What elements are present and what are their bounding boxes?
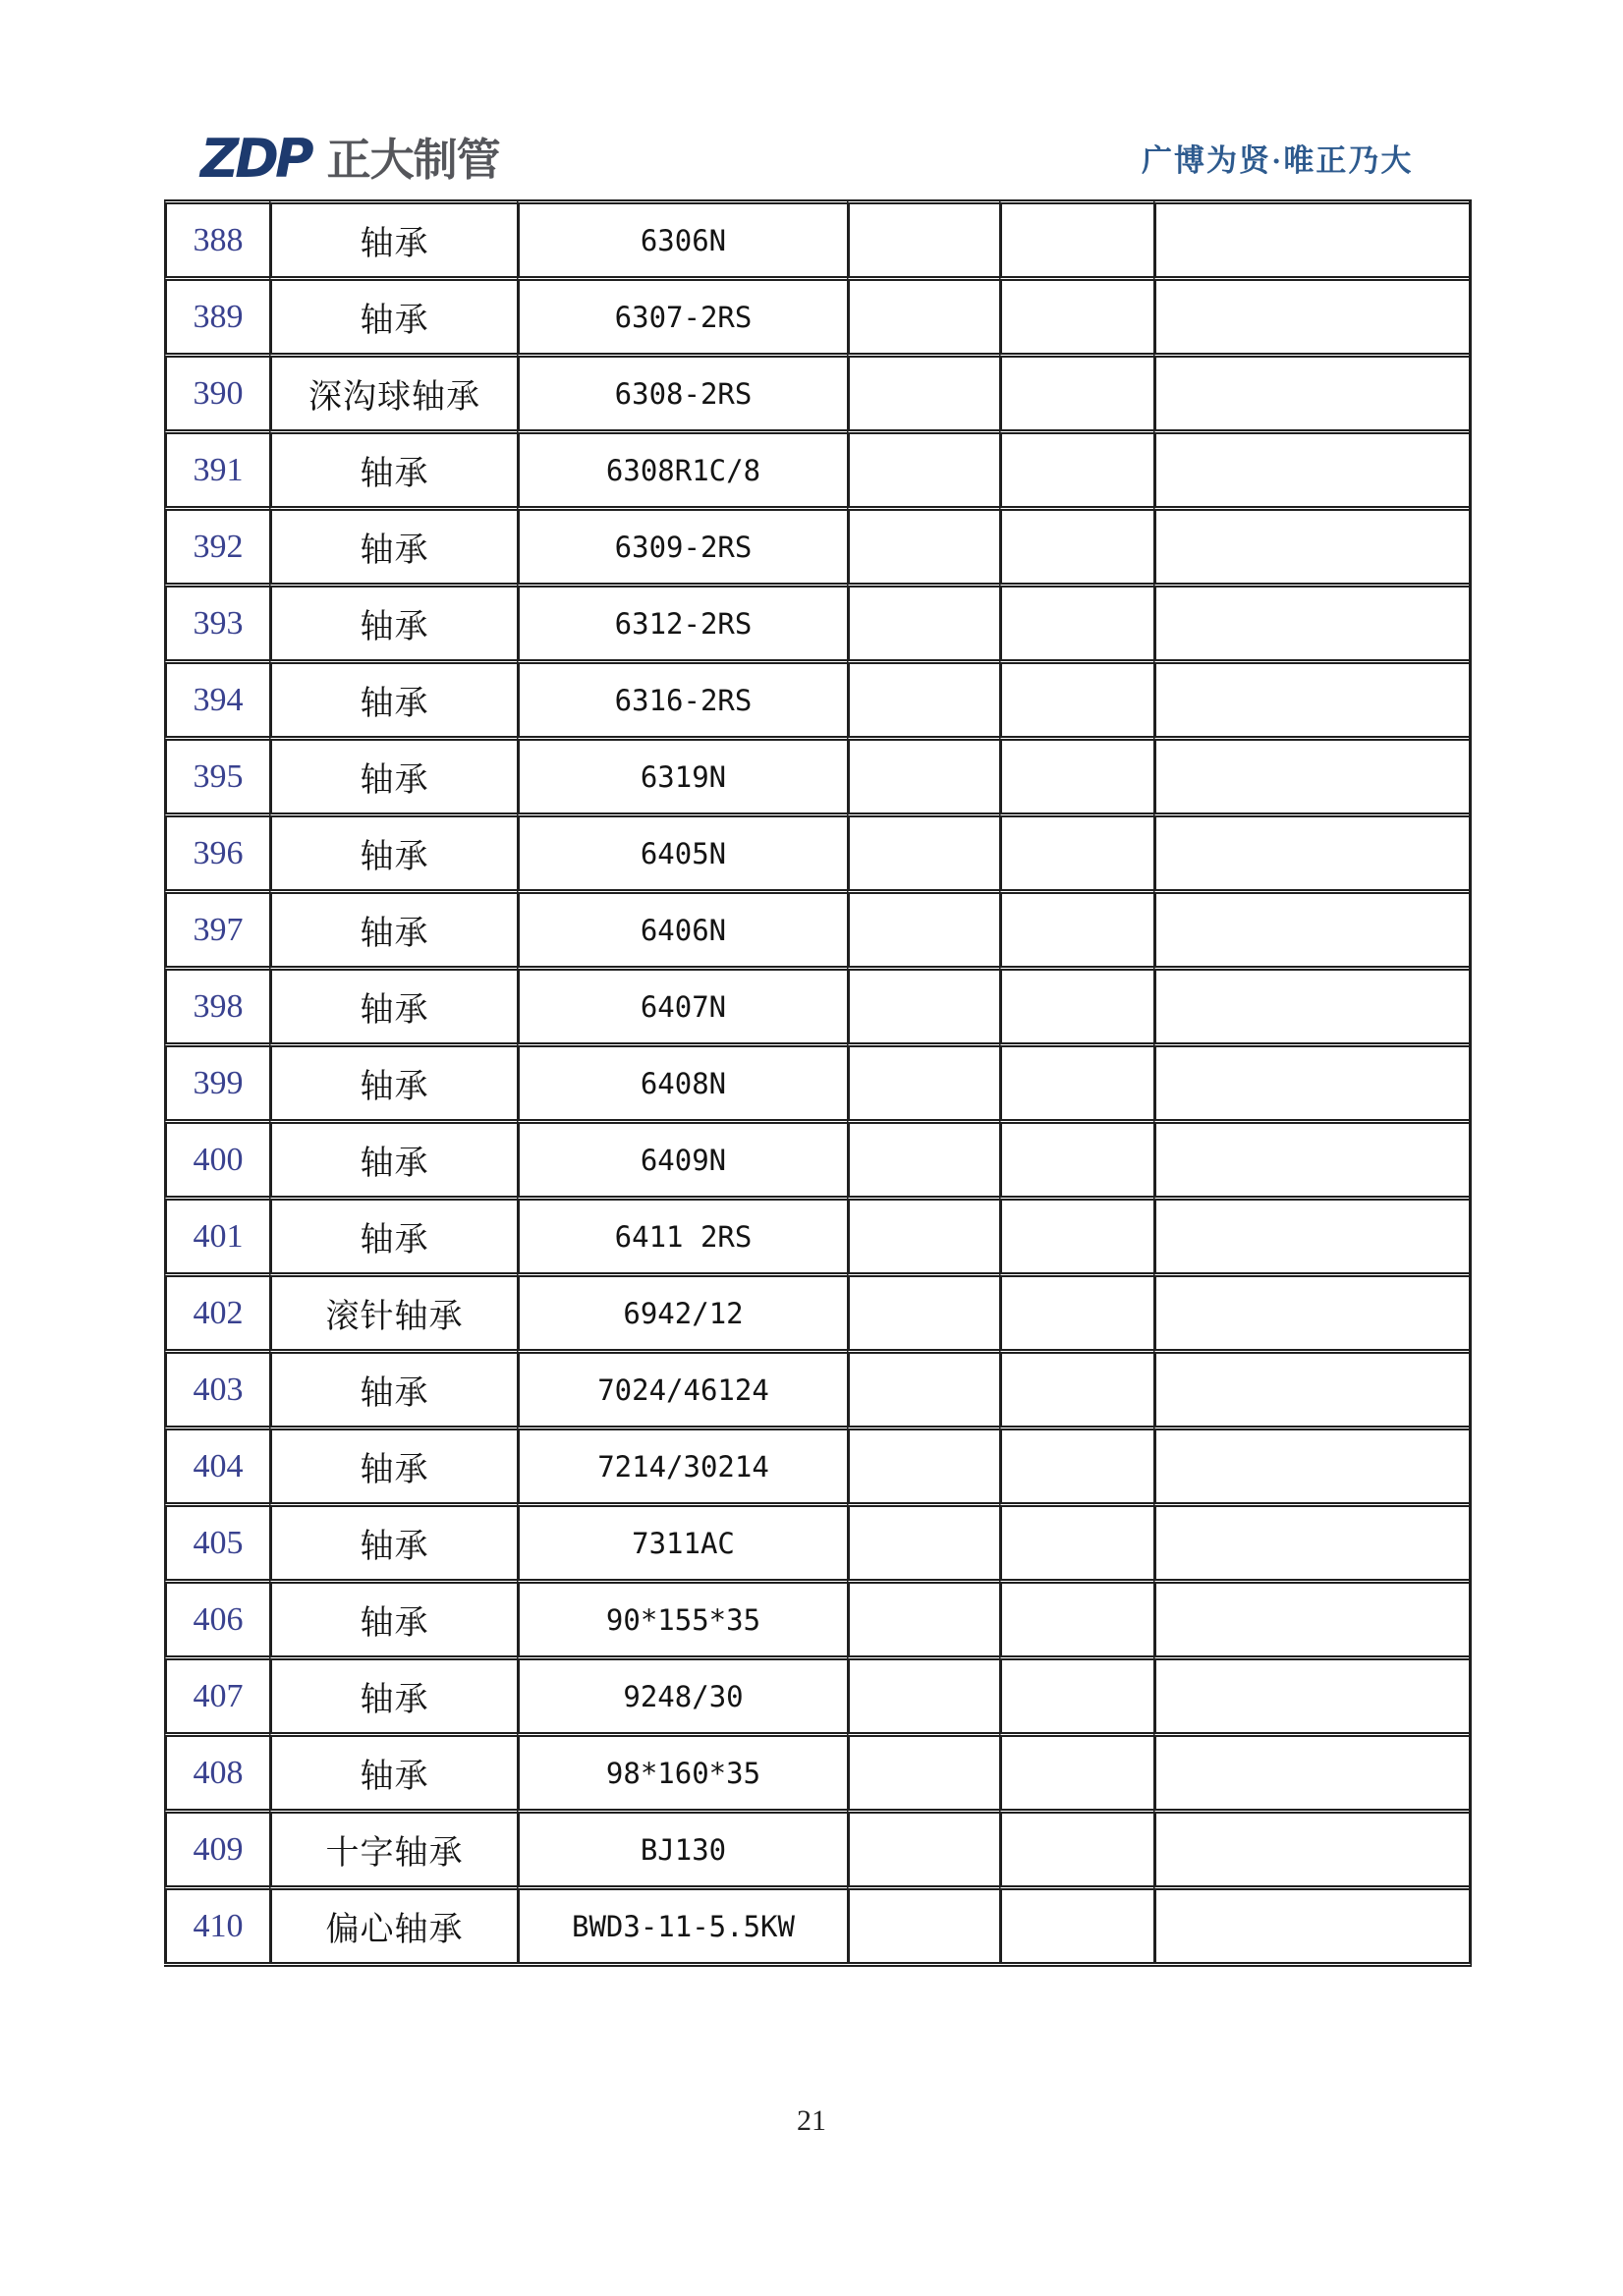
empty-cell — [1153, 199, 1469, 276]
row-number-cell: 397 — [164, 889, 269, 966]
row-number-cell: 389 — [164, 276, 269, 353]
empty-cell — [847, 276, 999, 353]
empty-cell — [1153, 1655, 1469, 1732]
table-row — [164, 1809, 1469, 1885]
row-number-cell: 399 — [164, 1042, 269, 1119]
table-row — [164, 1732, 1469, 1809]
item-name-cell: 偏心轴承 — [269, 1885, 517, 1962]
empty-cell — [999, 583, 1153, 659]
empty-cell — [999, 889, 1153, 966]
empty-cell — [847, 1272, 999, 1349]
row-number-cell: 410 — [164, 1885, 269, 1962]
empty-cell — [999, 506, 1153, 583]
item-name-cell: 轴承 — [269, 199, 517, 276]
empty-cell — [999, 1655, 1153, 1732]
empty-cell — [999, 1272, 1153, 1349]
empty-cell — [1153, 429, 1469, 506]
empty-cell — [1153, 583, 1469, 659]
item-name-cell: 轴承 — [269, 583, 517, 659]
empty-cell — [1153, 1885, 1469, 1962]
item-name-cell: 轴承 — [269, 736, 517, 812]
empty-cell — [847, 1655, 999, 1732]
row-number-cell: 400 — [164, 1119, 269, 1196]
item-name-cell: 十字轴承 — [269, 1809, 517, 1885]
item-name-cell: 轴承 — [269, 1042, 517, 1119]
spec-cell: BWD3-11-5.5KW — [517, 1885, 847, 1962]
row-number-cell: 396 — [164, 812, 269, 889]
table-row — [164, 583, 1469, 659]
empty-cell — [1153, 966, 1469, 1042]
empty-cell — [1153, 1042, 1469, 1119]
table-row — [164, 506, 1469, 583]
spec-cell: 6306N — [517, 199, 847, 276]
spec-cell: 6309-2RS — [517, 506, 847, 583]
empty-cell — [999, 1042, 1153, 1119]
empty-cell — [999, 1732, 1153, 1809]
spec-cell: 6307-2RS — [517, 276, 847, 353]
empty-cell — [847, 429, 999, 506]
empty-cell — [999, 1579, 1153, 1655]
row-number-cell: 401 — [164, 1196, 269, 1272]
table-row — [164, 353, 1469, 429]
empty-cell — [999, 353, 1153, 429]
empty-cell — [847, 583, 999, 659]
logo-company-name: 正大制管 — [326, 135, 500, 186]
row-number-cell: 393 — [164, 583, 269, 659]
spec-cell: 98*160*35 — [517, 1732, 847, 1809]
table-row — [164, 659, 1469, 736]
empty-cell — [847, 1809, 999, 1885]
spec-cell: 90*155*35 — [517, 1579, 847, 1655]
row-number-cell: 388 — [164, 199, 269, 276]
table-row — [164, 966, 1469, 1042]
empty-cell — [847, 736, 999, 812]
item-name-cell: 轴承 — [269, 889, 517, 966]
empty-cell — [999, 199, 1153, 276]
empty-cell — [999, 1502, 1153, 1579]
row-number-cell: 405 — [164, 1502, 269, 1579]
item-name-cell: 深沟球轴承 — [269, 353, 517, 429]
empty-cell — [999, 812, 1153, 889]
row-number-cell: 402 — [164, 1272, 269, 1349]
spec-cell: 6319N — [517, 736, 847, 812]
empty-cell — [999, 1349, 1153, 1426]
table-row — [164, 736, 1469, 812]
empty-cell — [999, 1885, 1153, 1962]
empty-cell — [1153, 1349, 1469, 1426]
spec-cell: 6308R1C/8 — [517, 429, 847, 506]
empty-cell — [847, 1426, 999, 1502]
spec-cell: 6316-2RS — [517, 659, 847, 736]
empty-cell — [1153, 889, 1469, 966]
empty-cell — [1153, 1119, 1469, 1196]
empty-cell — [847, 1885, 999, 1962]
empty-cell — [999, 1426, 1153, 1502]
logo-zdp-text: ZDP — [200, 128, 310, 190]
spec-cell: 6407N — [517, 966, 847, 1042]
row-number-cell: 395 — [164, 736, 269, 812]
row-number-cell: 409 — [164, 1809, 269, 1885]
empty-cell — [1153, 812, 1469, 889]
item-name-cell: 轴承 — [269, 966, 517, 1042]
empty-cell — [847, 1732, 999, 1809]
empty-cell — [1153, 506, 1469, 583]
empty-cell — [847, 1579, 999, 1655]
empty-cell — [999, 1809, 1153, 1885]
empty-cell — [999, 429, 1153, 506]
empty-cell — [1153, 276, 1469, 353]
empty-cell — [847, 812, 999, 889]
empty-cell — [847, 1196, 999, 1272]
empty-cell — [1153, 1196, 1469, 1272]
item-name-cell: 轴承 — [269, 1196, 517, 1272]
item-name-cell: 轴承 — [269, 1502, 517, 1579]
empty-cell — [847, 199, 999, 276]
row-number-cell: 391 — [164, 429, 269, 506]
empty-cell — [999, 966, 1153, 1042]
spec-cell: 7214/30214 — [517, 1426, 847, 1502]
row-number-cell: 394 — [164, 659, 269, 736]
spec-cell: 6405N — [517, 812, 847, 889]
empty-cell — [847, 966, 999, 1042]
empty-cell — [847, 1119, 999, 1196]
empty-cell — [847, 506, 999, 583]
table-row — [164, 1272, 1469, 1349]
row-number-cell: 406 — [164, 1579, 269, 1655]
spec-cell: 6308-2RS — [517, 353, 847, 429]
table-row — [164, 1502, 1469, 1579]
empty-cell — [847, 353, 999, 429]
table-row — [164, 1119, 1469, 1196]
empty-cell — [1153, 353, 1469, 429]
row-number-cell: 390 — [164, 353, 269, 429]
empty-cell — [999, 276, 1153, 353]
spec-cell: 6406N — [517, 889, 847, 966]
table-row — [164, 429, 1469, 506]
table-row — [164, 889, 1469, 966]
table-row — [164, 1579, 1469, 1655]
spec-cell: BJ130 — [517, 1809, 847, 1885]
item-name-cell: 轴承 — [269, 812, 517, 889]
spec-cell: 6411 2RS — [517, 1196, 847, 1272]
company-logo — [200, 128, 500, 190]
parts-table — [164, 199, 1472, 1967]
company-slogan: 广博为贤·唯正乃大 — [1142, 143, 1414, 178]
row-number-cell: 407 — [164, 1655, 269, 1732]
row-number-cell: 398 — [164, 966, 269, 1042]
item-name-cell: 轴承 — [269, 1732, 517, 1809]
empty-cell — [847, 1042, 999, 1119]
item-name-cell: 轴承 — [269, 1426, 517, 1502]
table-row — [164, 1655, 1469, 1732]
empty-cell — [1153, 1272, 1469, 1349]
empty-cell — [999, 659, 1153, 736]
empty-cell — [847, 1349, 999, 1426]
row-number-cell: 403 — [164, 1349, 269, 1426]
empty-cell — [1153, 1426, 1469, 1502]
empty-cell — [1153, 1579, 1469, 1655]
empty-cell — [999, 736, 1153, 812]
spec-cell: 6409N — [517, 1119, 847, 1196]
empty-cell — [1153, 1732, 1469, 1809]
spec-cell: 6408N — [517, 1042, 847, 1119]
empty-cell — [1153, 1809, 1469, 1885]
empty-cell — [1153, 736, 1469, 812]
table-row — [164, 1885, 1469, 1962]
item-name-cell: 轴承 — [269, 1349, 517, 1426]
empty-cell — [1153, 1502, 1469, 1579]
empty-cell — [999, 1119, 1153, 1196]
row-number-cell: 408 — [164, 1732, 269, 1809]
table-row — [164, 812, 1469, 889]
item-name-cell: 滚针轴承 — [269, 1272, 517, 1349]
spec-cell: 7311AC — [517, 1502, 847, 1579]
table-row — [164, 1349, 1469, 1426]
spec-cell: 9248/30 — [517, 1655, 847, 1732]
empty-cell — [1153, 659, 1469, 736]
item-name-cell: 轴承 — [269, 659, 517, 736]
table-row — [164, 276, 1469, 353]
page-number: 21 — [797, 2104, 826, 2137]
item-name-cell: 轴承 — [269, 276, 517, 353]
row-number-cell: 404 — [164, 1426, 269, 1502]
spec-cell: 7024/46124 — [517, 1349, 847, 1426]
spec-cell: 6942/12 — [517, 1272, 847, 1349]
item-name-cell: 轴承 — [269, 429, 517, 506]
item-name-cell: 轴承 — [269, 1119, 517, 1196]
table-row — [164, 199, 1469, 276]
table-row — [164, 1426, 1469, 1502]
row-number-cell: 392 — [164, 506, 269, 583]
empty-cell — [847, 659, 999, 736]
item-name-cell: 轴承 — [269, 1579, 517, 1655]
empty-cell — [847, 1502, 999, 1579]
table-row — [164, 1196, 1469, 1272]
spec-cell: 6312-2RS — [517, 583, 847, 659]
empty-cell — [999, 1196, 1153, 1272]
table-row — [164, 1042, 1469, 1119]
item-name-cell: 轴承 — [269, 506, 517, 583]
item-name-cell: 轴承 — [269, 1655, 517, 1732]
empty-cell — [847, 889, 999, 966]
